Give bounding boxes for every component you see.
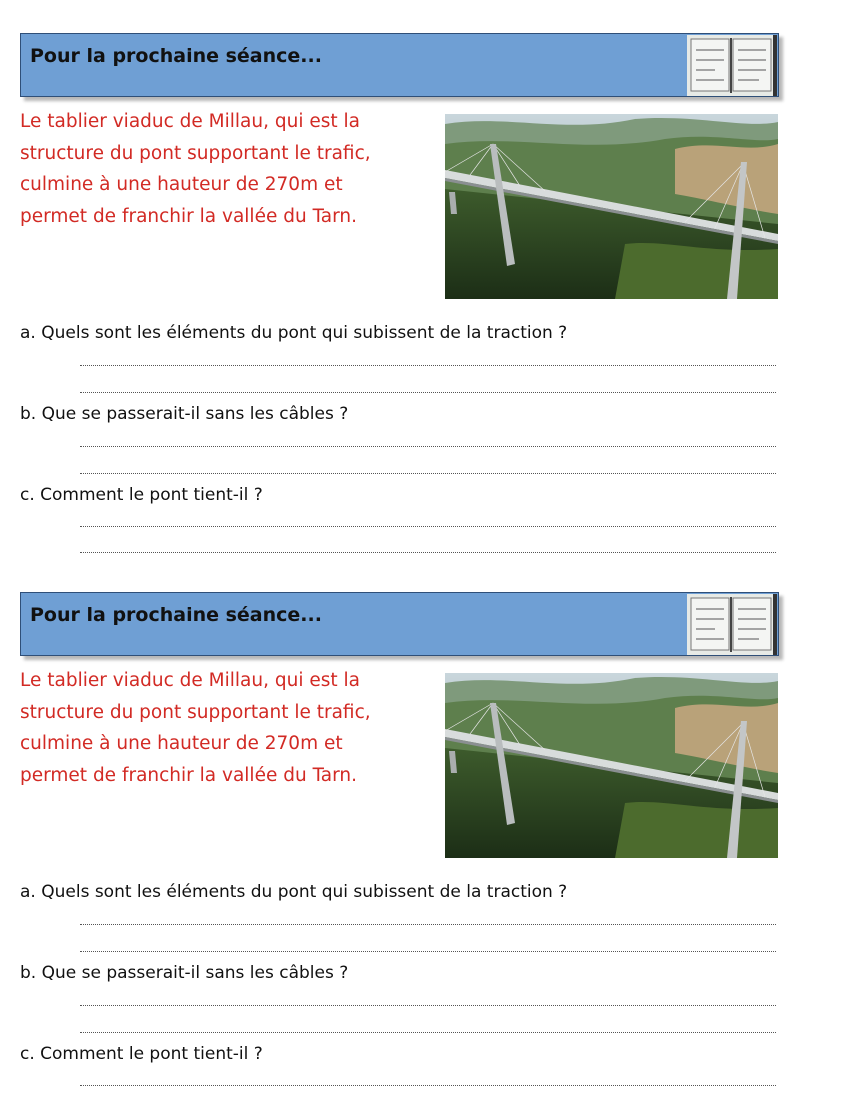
question-c: c. Comment le pont tient-il ? xyxy=(20,1044,263,1064)
answer-line[interactable] xyxy=(80,924,776,925)
intro-line: culmine à une hauteur de 270m et xyxy=(20,174,343,195)
banner-title: Pour la prochaine séance... xyxy=(30,45,322,67)
intro-line: structure du pont supportant le trafic, xyxy=(20,701,371,723)
header-banner xyxy=(20,592,779,656)
answer-line[interactable] xyxy=(80,1005,776,1006)
answer-line[interactable] xyxy=(80,552,776,553)
intro-text xyxy=(20,665,435,791)
answer-line[interactable] xyxy=(80,392,776,393)
millau-viaduct-photo xyxy=(445,673,778,858)
answer-line[interactable] xyxy=(80,526,776,527)
answer-line[interactable] xyxy=(80,1085,776,1086)
intro-line: Le tablier viaduc de Millau, qui est la xyxy=(20,111,361,132)
answer-line[interactable] xyxy=(80,473,776,474)
intro-line: permet de franchir la vallée du Tarn. xyxy=(20,764,358,786)
question-b: b. Que se passerait-il sans les câbles ? xyxy=(20,963,349,983)
question-a: a. Quels sont les éléments du pont qui subissent de la traction ? xyxy=(20,882,568,902)
question-c: c. Comment le pont tient-il ? xyxy=(20,485,263,505)
question-b: b. Que se passerait-il sans les câbles ? xyxy=(20,404,349,424)
intro-line: Le tablier viaduc de Millau, qui est la xyxy=(20,670,361,691)
intro-line: permet de franchir la vallée du Tarn. xyxy=(20,205,358,227)
open-book-icon xyxy=(687,35,777,96)
answer-line[interactable] xyxy=(80,446,776,447)
answer-line[interactable] xyxy=(80,1032,776,1033)
question-a: a. Quels sont les éléments du pont qui subissent de la traction ? xyxy=(20,323,568,343)
banner-title: Pour la prochaine séance... xyxy=(30,604,322,626)
intro-text xyxy=(20,106,435,232)
millau-viaduct-photo xyxy=(445,114,778,299)
worksheet-2 xyxy=(0,559,843,1119)
answer-line[interactable] xyxy=(80,365,776,366)
header-banner xyxy=(20,33,779,97)
answer-line[interactable] xyxy=(80,951,776,952)
intro-line: structure du pont supportant le trafic, xyxy=(20,142,371,164)
open-book-icon xyxy=(687,594,777,655)
intro-line: culmine à une hauteur de 270m et xyxy=(20,733,343,754)
